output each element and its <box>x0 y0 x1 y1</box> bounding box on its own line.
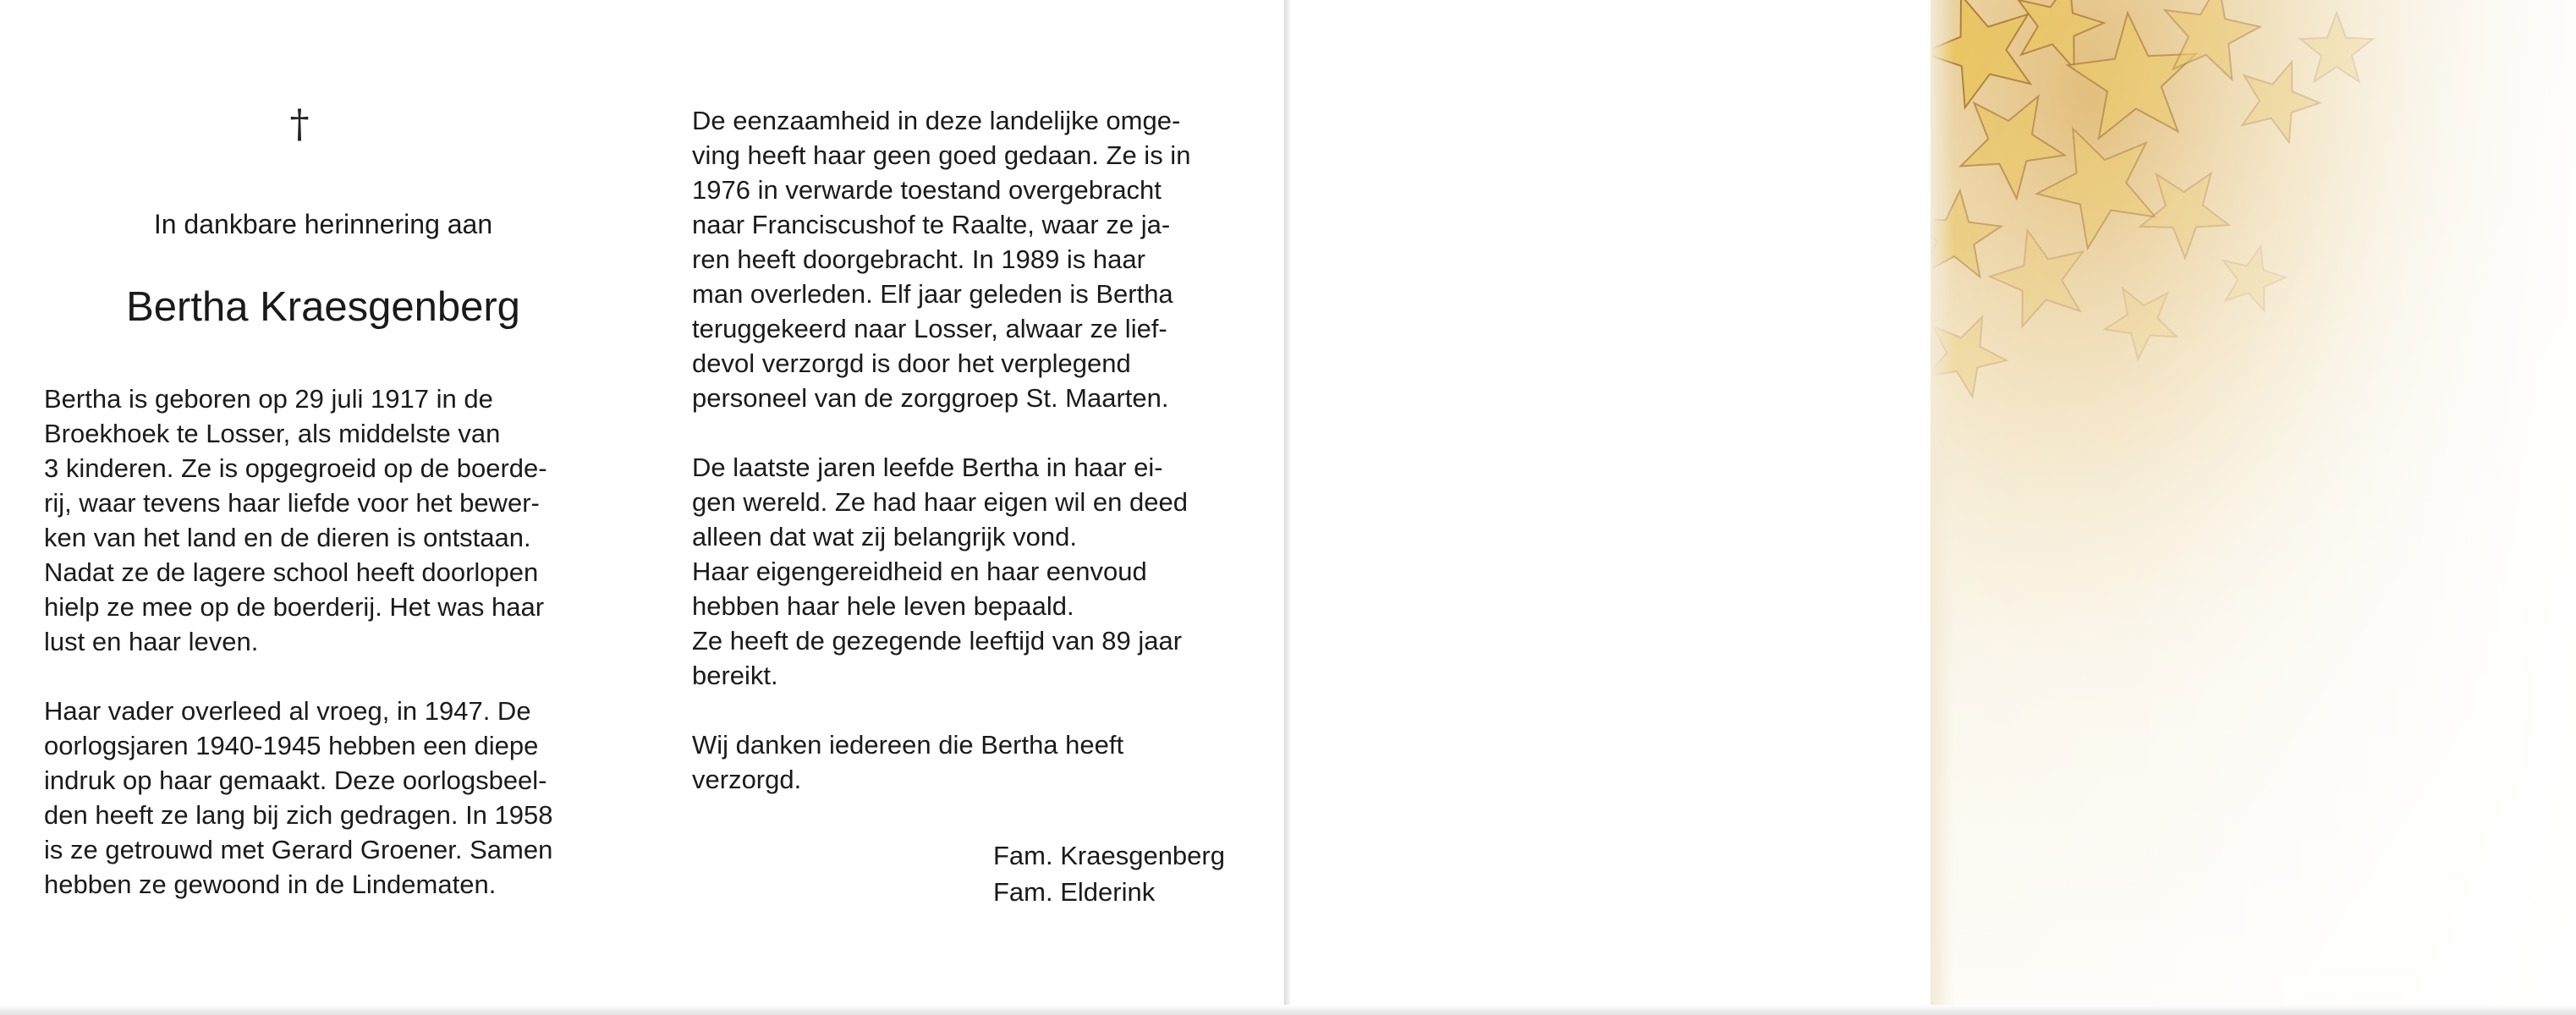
photo-border <box>1931 0 1954 1005</box>
paragraph: De laatste jaren leefde Bertha in haar ei- gen wereld. Ze had haar eigen wil en deed alleen dat wat zij belangrijk vond. Haar eigengereidheid en haar eenvoud hebben haar hele leven bepaald. Ze heeft de gezegende leeftijd van 89 jaar bereikt. <box>692 453 1188 690</box>
family-signatures <box>993 837 1225 910</box>
paragraph: Haar vader overleed al vroeg, in 1947. De oorlogsjaren 1940-1945 hebben een diepe indruk op haar gemaakt. Deze oorlogsbeel- den heeft ze lang bij zich gedragen. In 1958 is ze getrouwd met Gerard Groener. Samen hebben ze gewoond in de Lindematen. <box>44 696 553 899</box>
paragraph: De eenzaamheid in deze landelijke omge- ving heeft haar geen goed gedaan. Ze is in 1976 in verwarde toestand overgebracht naar Franciscushof te Raalte, waar ze ja- ren heeft doorgebracht. In 1989 is haar man overleden. Elf jaar geleden is Bertha teruggekeerd naar Losser, alwaar ze lief- devol verzorgd is door het verplegend personeel van de zorggroep St. Maarten. <box>692 106 1191 413</box>
page-fold <box>1284 0 1290 1015</box>
paragraph: Wij danken iedereen die Bertha heeft verzorgd. <box>692 730 1124 794</box>
intro-line: In dankbare herinnering aan <box>153 209 493 239</box>
cross-icon: † <box>289 101 310 146</box>
deceased-name: Bertha Kraesgenberg <box>126 284 520 330</box>
signature-line: Fam. Kraesgenberg <box>993 841 1225 870</box>
text-column-left <box>44 381 602 936</box>
signature-line: Fam. Elderink <box>993 877 1156 907</box>
text-column-right <box>692 103 1250 831</box>
paragraph: Bertha is geboren op 29 juli 1917 in de Broekhoek te Losser, als middelste van 3 kinderen. Ze is opgegroeid op de boerde- rij, waar tevens haar liefde voor het bewer- ken van het land en de dieren is ontstaan. Nadat ze de lagere school heeft doorlopen hielp ze mee op de boerderij. Het was haar lust en haar leven. <box>44 384 547 656</box>
scan-bottom-edge <box>0 1005 2576 1015</box>
autumn-leaves-photo <box>1931 0 2576 1005</box>
memorial-text-page <box>0 0 1284 1015</box>
leaves-illustration <box>1931 0 2576 1005</box>
